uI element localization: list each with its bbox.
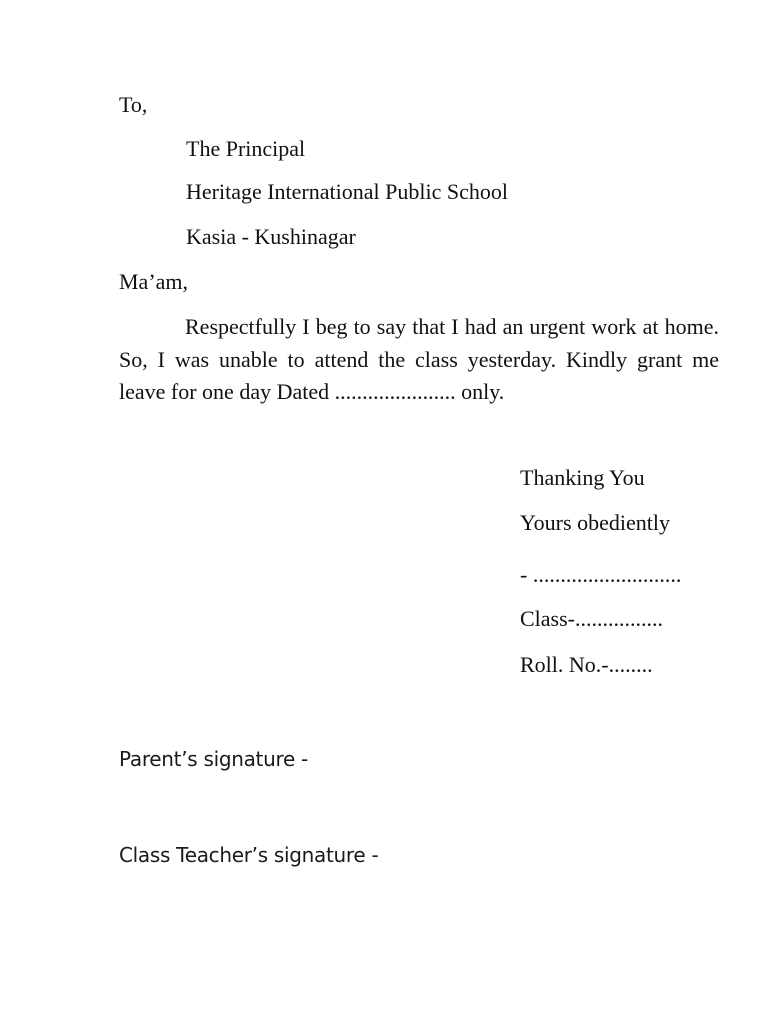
recipient-school: Heritage International Public School [186, 179, 508, 204]
salutation-to: To, [119, 92, 148, 117]
letter-body: Respectfully I beg to say that I had an urgent work at home. So, I was unable to attend the class yesterday. Kindly grant me leave for one day Dated ...................... only. [119, 314, 719, 404]
name-blank: - ........................... [520, 562, 682, 587]
class-blank: Class-................ [520, 606, 663, 631]
recipient-address: Kasia - Kushinagar [186, 224, 356, 249]
recipient-title: The Principal [186, 136, 306, 161]
parent-signature-label: Parent’s signature - [119, 747, 308, 771]
class-teacher-signature-label: Class Teacher’s signature - [119, 843, 379, 867]
closing-thanks: Thanking You [520, 465, 645, 490]
closing-sign-off: Yours obediently [520, 510, 670, 535]
greeting: Ma’am, [119, 269, 189, 294]
roll-number-blank: Roll. No.-........ [520, 652, 653, 677]
